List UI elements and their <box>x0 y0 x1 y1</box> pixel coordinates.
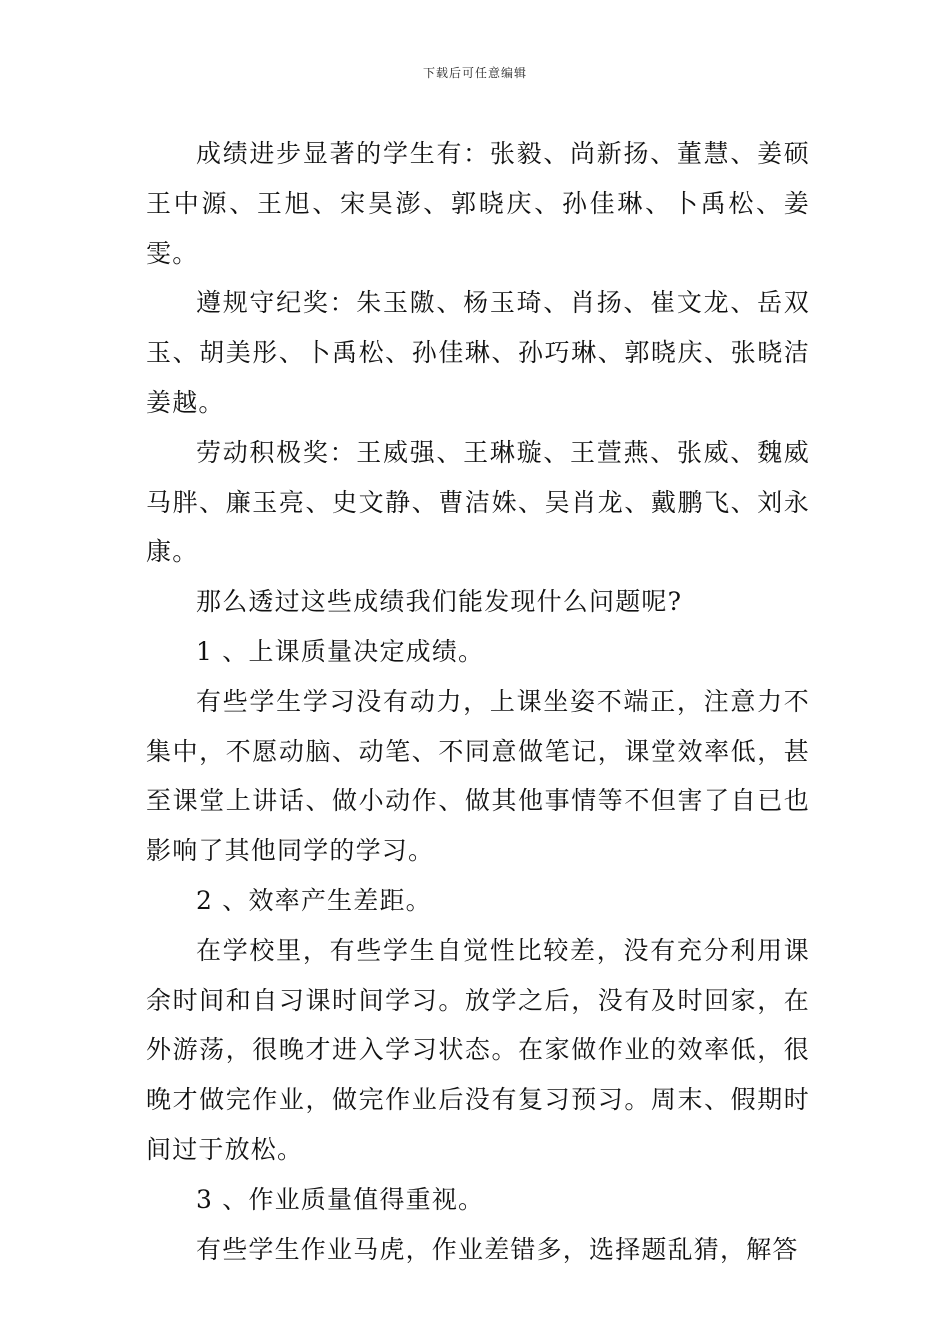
paragraph-point-1: 有些学生学习没有动力，上课坐姿不端正，注意力不集中，不愿动脑、动笔、不同意做笔记，课堂效率低，甚至课堂上讲话、做小动作、做其他事情等不但害了自已也影响了其他同学的学习。 <box>146 686 810 866</box>
paragraph-progress-students: 成绩进步显著的学生有：张毅、尚新扬、董慧、姜硕王中源、王旭、宋昊澎、郭晓庆、孙佳琳、卜禹松、姜雯。 <box>146 139 810 268</box>
paragraph-question: 那么透过这些成绩我们能发现什么问题呢? <box>196 587 683 617</box>
document-body <box>146 129 810 1274</box>
page-header: 下载后可任意编辑 <box>422 66 527 80</box>
paragraph-discipline-award: 遵规守纪奖：朱玉隞、杨玉琦、肖扬、崔文龙、岳双玉、胡美彤、卜禹松、孙佳琳、孙巧琳、郭晓庆、张晓洁姜越。 <box>146 288 810 417</box>
heading-point-1: 1 、上课质量决定成绩。 <box>196 636 485 666</box>
heading-point-3: 3 、作业质量值得重视。 <box>196 1184 485 1214</box>
paragraph-point-2: 在学校里，有些学生自觉性比较差，没有充分利用课余时间和自习课时间学习。放学之后，没有及时回家，在外游荡，很晚才进入学习状态。在家做作业的效率低，很晚才做完作业，做完作业后没有复习预习。周末、假期时间过于放松。 <box>146 935 810 1164</box>
heading-point-2: 2 、效率产生差距。 <box>196 885 432 915</box>
paragraph-labor-award: 劳动积极奖：王威强、王琳璇、王萱燕、张威、魏威马胖、廉玉亮、史文静、曹洁姝、吴肖龙、戴鹏飞、刘永康。 <box>146 437 810 567</box>
paragraph-point-3: 有些学生作业马虎，作业差错多，选择题乱猜，解答 <box>196 1234 799 1264</box>
